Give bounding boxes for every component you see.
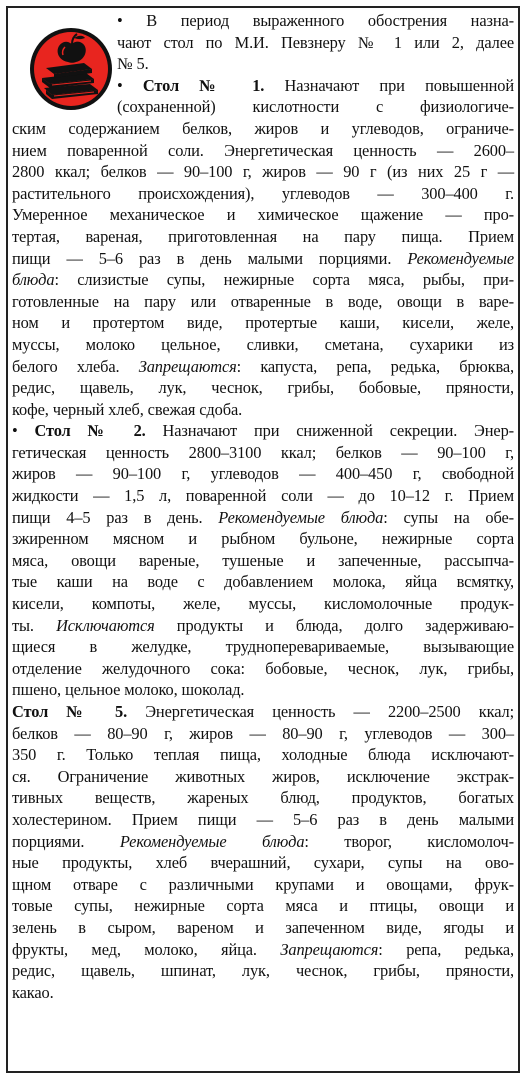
text-run: зжиренном мясном и рыбном бульоне, нежирные сорта [12, 529, 514, 549]
text-run: ном и протертом виде, протертые каши, кисели, желе, [12, 313, 514, 333]
italic-term: Рекомендуемые [407, 248, 514, 268]
text-run: тивных веществ, жареных блюд, продуктов, богатых [12, 788, 514, 808]
text-line [12, 960, 514, 982]
text-run: продукты и блюда, долго задерживаю- [154, 615, 514, 635]
text-line [12, 291, 514, 313]
text-line [12, 507, 514, 529]
text-line [12, 204, 514, 226]
italic-term: Рекомендуемые блюда [119, 831, 305, 851]
text-run: (сохраненной) кислотности с физиологиче- [117, 97, 514, 117]
text-line [12, 723, 514, 745]
text-run: жидкости — 1,5 л, поваренной соли — до 10–12 г. Прием [12, 486, 514, 506]
text-run: пищи — 5–6 раз в день малыми порциями. [12, 248, 408, 268]
text-run: Назначают при повышенной [264, 75, 514, 95]
text-run: ся. Ограничение животных жиров, исключение экстрак- [12, 766, 514, 786]
text-run: • В период выраженного обострения назна- [117, 11, 514, 30]
text-line [12, 701, 514, 723]
text-run: • [12, 421, 35, 441]
text-run: Умеренное механическое и химическое щажение — про- [12, 205, 514, 225]
text-line [12, 982, 514, 1004]
text-line [12, 226, 514, 248]
text-run: белого хлеба. [12, 356, 139, 376]
text-run: редис, щавель, шпинат, лук, чеснок, грибы, пряности, [12, 961, 514, 981]
text-line [12, 636, 514, 658]
text-run: ные продукты, хлеб вчерашний, сухари, супы на ово- [12, 853, 514, 873]
text-line [12, 140, 514, 162]
text-run: • [117, 75, 143, 95]
text-line [12, 442, 514, 464]
text-run: белков — 80–90 г, жиров — 80–90 г, углеводов — 300– [12, 723, 514, 743]
text-line [12, 593, 514, 615]
text-line [117, 75, 514, 97]
text-line [12, 658, 514, 680]
text-run: зелень в сыром, вареном и запеченном виде, ягоды и [12, 917, 514, 937]
text-run: ты. [12, 615, 57, 635]
article-text [12, 10, 514, 1003]
bold-heading: Стол № 1. [142, 75, 265, 95]
text-run: щиеся в желудке, трудноперевариваемые, вызывающие [12, 637, 514, 657]
text-line [117, 10, 514, 32]
text-run: пшено, цельное молоко, шоколад. [12, 680, 245, 700]
text-line [12, 874, 514, 896]
text-run: товые супы, нежирные сорта мяса и птицы, овощи и [12, 896, 514, 916]
text-line [12, 852, 514, 874]
text-run: : капуста, репа, редька, брюква, [236, 356, 514, 376]
text-run: фрукты, мед, молоко, яйца. [12, 939, 281, 959]
text-run: холестерином. Прием пищи — 5–6 раз в день малыми [12, 809, 514, 829]
text-line [12, 334, 514, 356]
text-line [12, 463, 514, 485]
text-run: какао. [12, 982, 54, 1002]
text-run: отделение желудочного сока: бобовые, чеснок, лук, грибы, [12, 658, 514, 678]
text-line [12, 744, 514, 766]
text-run: редис, щавель, лук, чеснок, грибы, бобовые, пряности, [12, 378, 514, 398]
text-run: готовленные на пару или отваренные в воде, овощи в варе- [12, 291, 514, 311]
text-line [117, 53, 514, 75]
text-line [12, 312, 514, 334]
text-line [12, 550, 514, 572]
italic-term: блюда [12, 270, 55, 290]
text-run: : репа, редька, [378, 939, 514, 959]
text-run: щном отваре с различными крупами и овощами, фрук- [12, 874, 514, 894]
text-line [12, 895, 514, 917]
text-run: № 5. [117, 54, 149, 74]
text-run: мяса, овощи вареные, тушеные и запеченные, рассыпча- [12, 550, 514, 570]
text-run: 2800 ккал; белков — 90–100 г, жиров — 90 г (из них 25 г — [12, 162, 514, 182]
text-run: Энергетическая ценность — 2200–2500 ккал; [127, 702, 515, 721]
text-line [117, 32, 514, 54]
text-run: тые каши на воде с добавлением молока, яйца всмятку, [12, 572, 514, 592]
text-run: пищи 4–5 раз в день. [12, 507, 219, 527]
text-line [12, 161, 514, 183]
text-run: : творог, кисломолоч- [304, 831, 514, 851]
italic-term: Исключаются [56, 615, 155, 635]
text-run: гетическая ценность 2800–3100 ккал; белков — 90–100 г, [12, 442, 514, 462]
italic-term: Рекомендуемые блюда [218, 507, 384, 527]
text-run: нием поваренной соли. Энергетическая ценность — 2600– [12, 140, 514, 160]
text-line [12, 485, 514, 507]
text-line [12, 377, 514, 399]
text-line [12, 917, 514, 939]
text-run: кисели, компоты, желе, муссы, кисломолочные продук- [12, 594, 514, 614]
text-line [12, 809, 514, 831]
text-run: тертая, вареная, приготовленная на пару пища. Прием [12, 226, 514, 246]
text-line [12, 571, 514, 593]
text-line [12, 399, 514, 421]
text-run: муссы, молоко цельное, сливки, сметана, сухарики из [12, 334, 514, 354]
text-line [12, 615, 514, 637]
text-line [12, 766, 514, 788]
text-line [117, 96, 514, 118]
text-run: порциями. [12, 831, 120, 851]
text-line [12, 248, 514, 270]
text-run: Назначают при сниженной секреции. Энер- [145, 421, 514, 441]
italic-term: Запрещаются [280, 939, 379, 959]
italic-term: Запрещаются [138, 356, 237, 376]
text-line [12, 356, 514, 378]
text-run: : супы на обе- [383, 507, 514, 527]
text-run: ским содержанием белков, жиров и углеводов, ограниче- [12, 118, 514, 138]
text-run: жиров — 90–100 г, углеводов — 400–450 г, свободной [12, 464, 514, 484]
text-run: 350 г. Только теплая пища, холодные блюда исключают- [12, 745, 514, 765]
text-line [12, 939, 514, 961]
text-line [12, 679, 514, 701]
bold-heading: Стол № 5. [12, 702, 128, 721]
text-line [12, 118, 514, 140]
text-run: чают стол по М.И. Певзнеру № 1 или 2, далее [117, 32, 514, 52]
text-line [12, 528, 514, 550]
text-line [12, 183, 514, 205]
text-line [12, 269, 514, 291]
text-run: : слизистые супы, нежирные сорта мяса, рыбы, при- [54, 270, 514, 290]
text-run: кофе, черный хлеб, свежая сдоба. [12, 399, 243, 419]
bold-heading: Стол № 2. [34, 421, 146, 441]
text-line [12, 420, 514, 442]
text-line [12, 787, 514, 809]
text-line [12, 831, 514, 853]
text-run: растительного происхождения), углеводов — 300–400 г. [12, 183, 514, 203]
